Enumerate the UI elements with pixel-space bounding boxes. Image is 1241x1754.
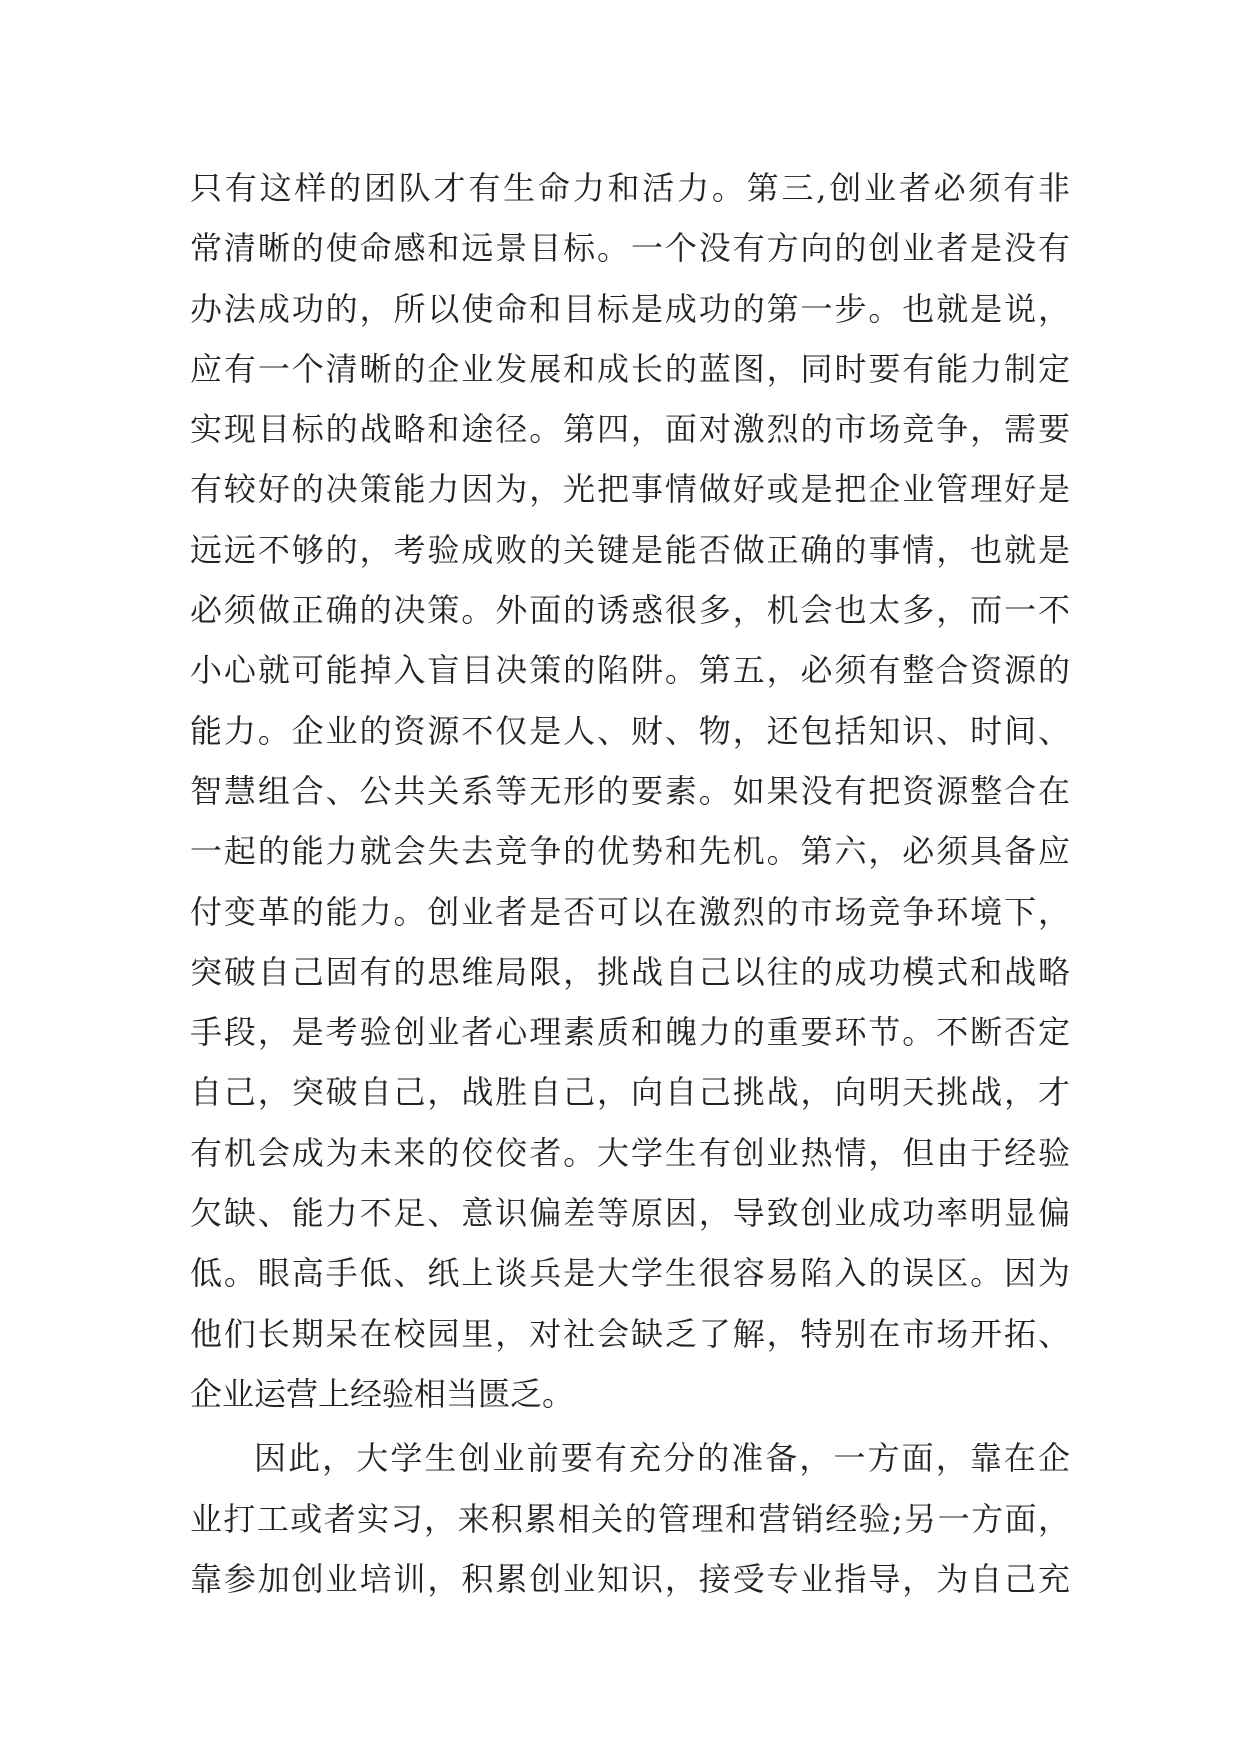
text-line: 因此，大学生创业前要有充分的准备，一方面，靠在企 bbox=[254, 1439, 1070, 1478]
text-line: 手段，是考验创业者心理素质和魄力的重要环节。不断否定 bbox=[190, 1013, 1070, 1052]
text-line: 常清晰的使命感和远景目标。一个没有方向的创业者是没有 bbox=[190, 229, 1070, 268]
text-line: 智慧组合、公共关系等无形的要素。如果没有把资源整合在 bbox=[190, 771, 1070, 810]
body-text bbox=[190, 158, 1070, 1609]
text-line: 付变革的能力。创业者是否可以在激烈的市场竞争环境下， bbox=[190, 892, 1070, 931]
text-line: 靠参加创业培训，积累创业知识，接受专业指导，为自己充 bbox=[190, 1559, 1070, 1598]
text-line: 突破自己固有的思维局限，挑战自己以往的成功模式和战略 bbox=[190, 952, 1070, 991]
text-line: 欠缺、能力不足、意识偏差等原因，导致创业成功率明显偏 bbox=[190, 1194, 1070, 1233]
text-line: 只有这样的团队才有生命力和活力。第三,创业者必须有非 bbox=[190, 169, 1070, 207]
text-line: 办法成功的，所以使命和目标是成功的第一步。也就是说， bbox=[190, 289, 1070, 328]
text-line: 能力。企业的资源不仅是人、财、物，还包括知识、时间、 bbox=[190, 711, 1070, 750]
text-line: 企业运营上经验相当匮乏。 bbox=[190, 1374, 575, 1413]
text-line: 低。眼高手低、纸上谈兵是大学生很容易陷入的误区。因为 bbox=[190, 1254, 1070, 1293]
text-line: 远远不够的，考验成败的关键是能否做正确的事情，也就是 bbox=[190, 530, 1070, 569]
paragraph-1 bbox=[190, 158, 1070, 1424]
text-line: 他们长期呆在校园里，对社会缺乏了解，特别在市场开拓、 bbox=[190, 1314, 1070, 1353]
text-line: 小心就可能掉入盲目决策的陷阱。第五，必须有整合资源的 bbox=[190, 651, 1070, 690]
text-line: 一起的能力就会失去竞争的优势和先机。第六，必须具备应 bbox=[190, 832, 1070, 871]
text-line: 有机会成为未来的佼佼者。大学生有创业热情，但由于经验 bbox=[190, 1133, 1070, 1172]
text-line: 有较好的决策能力因为，光把事情做好或是把企业管理好是 bbox=[190, 470, 1070, 509]
paragraph-2 bbox=[190, 1428, 1070, 1609]
text-line: 必须做正确的决策。外面的诱惑很多，机会也太多，而一不 bbox=[190, 591, 1070, 630]
text-line: 实现目标的战略和途径。第四，面对激烈的市场竞争，需要 bbox=[190, 410, 1070, 449]
text-line: 应有一个清晰的企业发展和成长的蓝图，同时要有能力制定 bbox=[190, 349, 1070, 388]
text-line: 自己，突破自己，战胜自己，向自己挑战，向明天挑战，才 bbox=[190, 1073, 1070, 1112]
text-line: 业打工或者实习，来积累相关的管理和营销经验;另一方面， bbox=[190, 1499, 1070, 1538]
